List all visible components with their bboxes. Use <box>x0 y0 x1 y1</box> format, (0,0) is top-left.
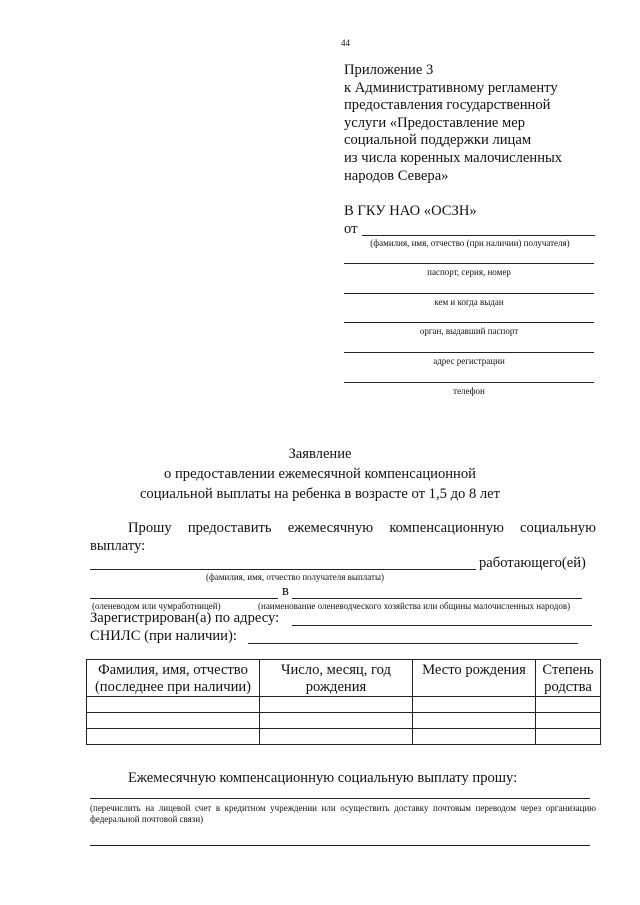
column-header: Место рождения <box>413 660 536 697</box>
herder-caption: (оленеводом или чумработницей) <box>92 601 221 611</box>
passport-line[interactable] <box>344 263 594 264</box>
farm-line[interactable] <box>292 598 582 599</box>
title-line: о предоставлении ежемесячной компенсационной <box>164 466 476 482</box>
registration-address-line[interactable] <box>344 352 594 353</box>
farm-caption: (наименование оленеводческого хозяйства или общины малочисленных народов) <box>258 601 571 611</box>
herder-line[interactable] <box>90 598 278 599</box>
table-cell[interactable] <box>536 697 601 713</box>
table-cell[interactable] <box>260 713 413 729</box>
title-line: Заявление <box>288 446 352 462</box>
table-cell[interactable] <box>413 729 536 745</box>
table-cell[interactable] <box>413 697 536 713</box>
title-line: социальной выплаты на ребенка в возрасте от 1,5 до 8 лет <box>139 486 501 502</box>
issued-by-caption: кем и когда выдан <box>434 297 504 307</box>
snils-line[interactable] <box>248 643 578 644</box>
appendix-line: услуги «Предоставление мер <box>344 114 526 131</box>
column-header: Число, месяц, год рождения <box>260 660 413 697</box>
issuing-authority-line[interactable] <box>344 322 594 323</box>
phone-line[interactable] <box>344 382 594 383</box>
applicant-name-line[interactable] <box>362 235 595 236</box>
registered-label: Зарегистрирован(а) по адресу: <box>90 610 280 626</box>
phone-caption: телефон <box>453 386 485 396</box>
column-header: Степень родства <box>536 660 601 697</box>
appendix-line: предоставления государственной <box>344 97 551 114</box>
payment-method-line[interactable] <box>90 798 590 799</box>
payment-caption: (перечислить на лицевой счет в кредитном учреждении или осуществить доставку почтовым переводом через организацию федеральной почтовой связи) <box>90 803 596 824</box>
registration-address-caption: адрес регистрации <box>433 356 505 366</box>
children-table <box>86 659 601 745</box>
table-cell[interactable] <box>260 697 413 713</box>
table-cell[interactable] <box>413 713 536 729</box>
document-title <box>0 444 640 504</box>
table-header-row <box>87 660 601 697</box>
table-cell[interactable] <box>87 729 260 745</box>
appendix-line: социальной поддержки лицам <box>344 132 532 149</box>
appendix-line: из числа коренных малочисленных <box>344 149 563 166</box>
addressee-to: В ГКУ НАО «ОСЗН» <box>344 203 477 219</box>
snils-label: СНИЛС (при наличии): <box>90 628 237 644</box>
from-label: от <box>344 221 358 237</box>
applicant-name-caption: (фамилия, имя, отчество (при наличии) получателя) <box>370 238 570 248</box>
passport-caption: паспорт, серия, номер <box>427 267 511 277</box>
payment-text: Ежемесячную компенсационную социальную выплату прошу: <box>128 770 518 786</box>
table-row <box>87 713 601 729</box>
table-cell[interactable] <box>87 713 260 729</box>
table-row <box>87 729 601 745</box>
page-number: 44 <box>341 38 350 48</box>
registered-address-line[interactable] <box>292 625 592 626</box>
working-label: работающего(ей) <box>479 555 586 571</box>
appendix-header <box>344 62 614 185</box>
issuing-authority-caption: орган, выдавший паспорт <box>419 326 519 336</box>
appendix-line: к Административному регламенту <box>344 79 558 96</box>
payment-details-line[interactable] <box>90 845 590 846</box>
table-cell[interactable] <box>536 713 601 729</box>
column-header: Фамилия, имя, отчество (последнее при наличии) <box>87 660 260 697</box>
appendix-line: народов Севера» <box>344 167 449 184</box>
table-cell[interactable] <box>260 729 413 745</box>
recipient-name-line[interactable] <box>90 569 476 570</box>
table-row <box>87 697 601 713</box>
table-cell[interactable] <box>87 697 260 713</box>
in-label: в <box>282 583 289 599</box>
table-cell[interactable] <box>536 729 601 745</box>
issued-by-line[interactable] <box>344 293 594 294</box>
recipient-caption: (фамилия, имя, отчество получателя выплаты) <box>206 572 384 582</box>
appendix-line: Приложение 3 <box>344 62 434 78</box>
request-paragraph: Прошу предоставить ежемесячную компенсационную социальную выплату: <box>90 520 596 554</box>
